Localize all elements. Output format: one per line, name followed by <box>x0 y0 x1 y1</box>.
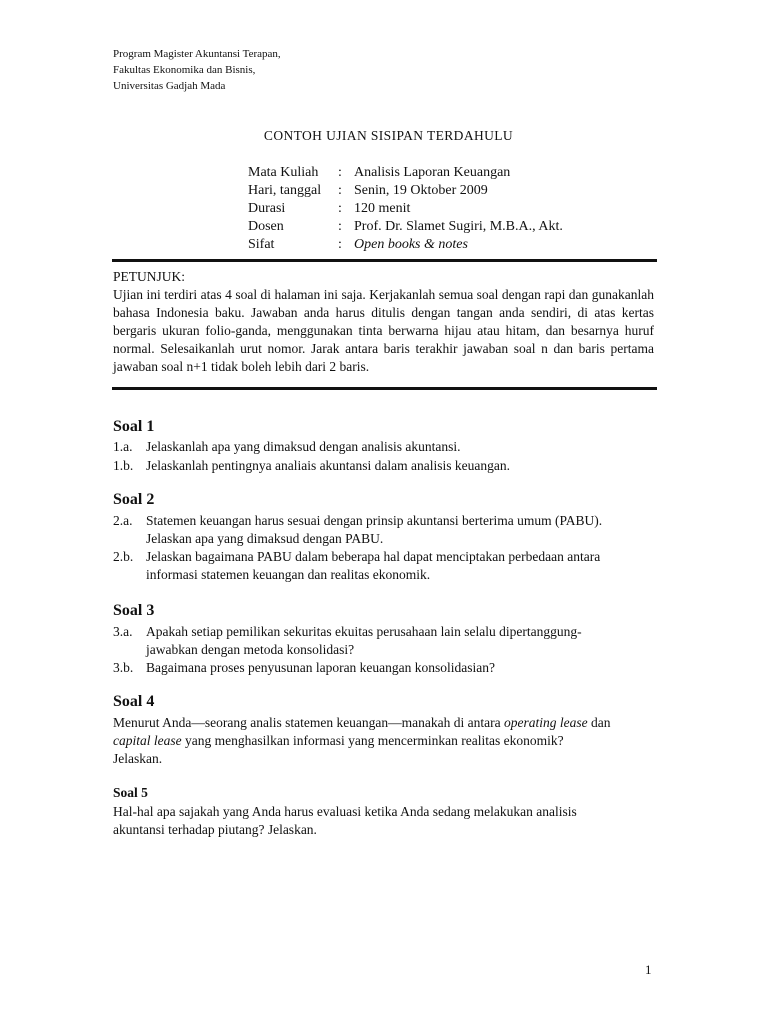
meta-label: Dosen <box>248 219 284 234</box>
instructions-body: Ujian ini terdiri atas 4 soal di halaman ini saja. Kerjakanlah semua soal dengan rapi dan gunakanlah bahasa Indonesia baku. Jawaban anda harus ditulis dengan tangan anda sendiri, di atas kertas bergaris ukuran folio-ganda, menggunakan tinta berwarna hijau atau hitam, dan besarnya huruf normal. Selesaikanlah urut nomor. Jarak antara baris terakhir jawaban soal n dan baris pertama jawaban soal n+1 tidak boleh lebih dari 2 baris. <box>113 287 654 374</box>
meta-row-duration <box>248 200 563 218</box>
question-item <box>113 438 658 456</box>
question-text-line: Jelaskan apa yang dimaksud dengan PABU. <box>146 531 384 546</box>
question-text-line: Bagaimana proses penyusunan laporan keuangan konsolidasian? <box>146 660 496 675</box>
question-item <box>113 457 658 475</box>
soal-5-line-2: akuntansi terhadap piutang? Jelaskan. <box>113 822 317 837</box>
question-item <box>113 548 658 584</box>
question-number: 2.a. <box>113 513 133 528</box>
soal-5-line-1: Hal-hal apa sajakah yang Anda harus evaluasi ketika Anda sedang melakukan analisis <box>113 804 577 819</box>
question-number: 1.a. <box>113 439 133 454</box>
soal-4-italic-term: capital lease <box>113 733 182 748</box>
meta-value: Analisis Laporan Keuangan <box>354 165 511 180</box>
instructions-block <box>113 268 654 376</box>
divider-bottom <box>112 387 657 390</box>
question-item <box>113 659 658 677</box>
soal-4-text-part: Menurut Anda—seorang analis statemen keuangan—manakah di antara <box>113 715 504 730</box>
soal-4-line-2 <box>113 732 658 750</box>
exam-meta-table <box>248 164 563 254</box>
question-number: 3.b. <box>113 660 134 675</box>
soal-4-text <box>113 714 658 768</box>
soal-3-heading: Soal 3 <box>113 602 155 619</box>
meta-row-nature <box>248 236 563 254</box>
question-text: Jelaskanlah apa yang dimaksud dengan analisis akuntansi. <box>146 439 461 454</box>
meta-label: Sifat <box>248 237 275 252</box>
soal-2-heading: Soal 2 <box>113 491 155 508</box>
meta-label: Mata Kuliah <box>248 165 319 180</box>
page-number: 1 <box>645 962 652 977</box>
question-text-line: jawabkan dengan metoda konsolidasi? <box>146 642 355 657</box>
divider-top <box>112 259 657 262</box>
soal-5-text <box>113 803 658 839</box>
question-item <box>113 512 658 548</box>
soal-4-line-1 <box>113 714 658 732</box>
question-text-line: Apakah setiap pemilikan sekuritas ekuitas perusahaan lain selalu dipertanggung- <box>146 624 582 639</box>
meta-separator: : <box>338 165 342 180</box>
soal-4-heading: Soal 4 <box>113 693 155 710</box>
question-number: 3.a. <box>113 624 133 639</box>
meta-row-course <box>248 164 563 182</box>
meta-value: Senin, 19 Oktober 2009 <box>354 183 488 198</box>
soal-4-line-3: Jelaskan. <box>113 751 163 766</box>
question-item <box>113 623 658 659</box>
meta-row-date <box>248 182 563 200</box>
question-number: 1.b. <box>113 458 134 473</box>
question-text-line: informasi statemen keuangan dan realitas ekonomik. <box>146 567 431 582</box>
institution-line-1: Program Magister Akuntansi Terapan, <box>113 48 281 60</box>
soal-4-text-part: dan <box>587 715 611 730</box>
meta-label: Durasi <box>248 201 286 216</box>
meta-separator: : <box>338 183 342 198</box>
soal-4-text-part: yang menghasilkan informasi yang mencerminkan realitas ekonomik? <box>181 733 564 748</box>
document-title: CONTOH UJIAN SISIPAN TERDAHULU <box>263 128 514 143</box>
meta-value: Open books & notes <box>354 237 468 252</box>
meta-separator: : <box>338 237 342 252</box>
institution-line-3: Universitas Gadjah Mada <box>113 80 226 92</box>
meta-separator: : <box>338 201 342 216</box>
question-text-line: Statemen keuangan harus sesuai dengan prinsip akuntansi berterima umum (PABU). <box>146 513 603 528</box>
soal-1-heading: Soal 1 <box>113 418 155 435</box>
soal-5-heading: Soal 5 <box>113 785 148 800</box>
meta-separator: : <box>338 219 342 234</box>
soal-4-italic-term: operating lease <box>504 715 588 730</box>
institution-header <box>113 46 281 94</box>
question-text: Jelaskanlah pentingnya analiais akuntansi dalam analisis keuangan. <box>146 458 511 473</box>
meta-value: 120 menit <box>354 201 411 216</box>
meta-label: Hari, tanggal <box>248 183 322 198</box>
instructions-heading: PETUNJUK: <box>113 269 186 284</box>
question-text-line: Jelaskan bagaimana PABU dalam beberapa hal dapat menciptakan perbedaan antara <box>146 549 601 564</box>
meta-row-lecturer <box>248 218 563 236</box>
question-number: 2.b. <box>113 549 134 564</box>
institution-line-2: Fakultas Ekonomika dan Bisnis, <box>113 64 256 76</box>
meta-value: Prof. Dr. Slamet Sugiri, M.B.A., Akt. <box>354 219 563 234</box>
